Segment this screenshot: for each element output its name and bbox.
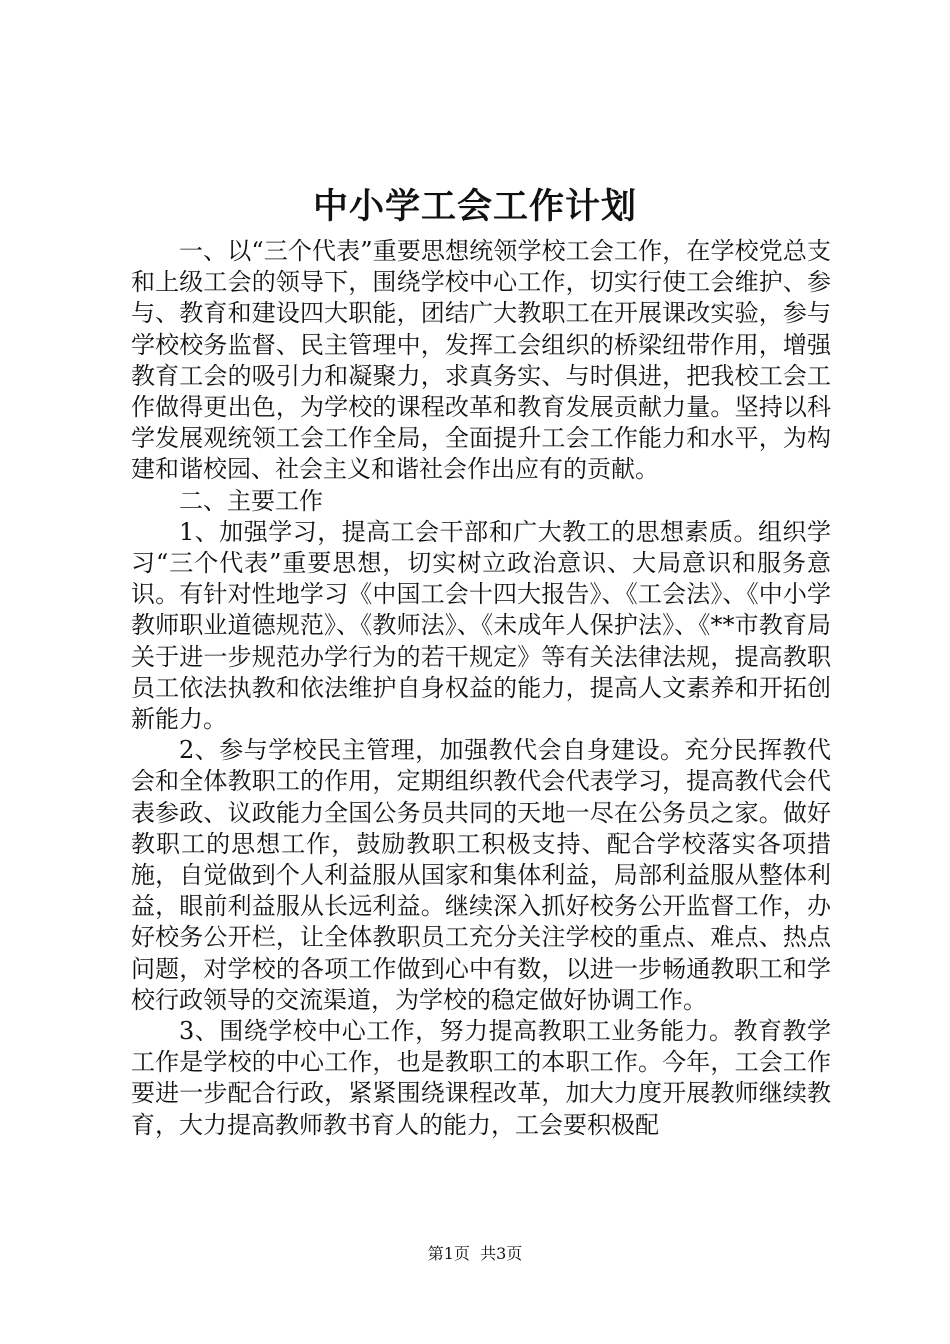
paragraph: 二、主要工作 (179, 486, 323, 515)
document-title: 中小学工会工作计划 (312, 186, 637, 227)
document-body (131, 236, 831, 1141)
paragraph: 1、加强学习，提高工会干部和广大教工的思想素质。组织学习“三个代表”重要思想，切实树立政治意识、大局意识和服务意识。有针对性地学习《中国工会十四大报告》、《工会法》、《中小学教师职业道德规范》、《教师法》、《未成年人保护法》、《**市教育局关于进一步规范办学行为的若干规定》等有关法律法规，提高教职员工依法执教和依法维护自身权益的能力，提高人文素养和开拓创新能力。 (131, 517, 831, 734)
page-number: 第1页 共3页 (427, 1244, 523, 1263)
paragraph: 一、以“三个代表”重要思想统领学校工会工作，在学校党总支和上级工会的领导下，围绕学校中心工作，切实行使工会维护、参与、教育和建设四大职能，团结广大教职工在开展课改实验，参与学校校务监督、民主管理中，发挥工会组织的桥梁纽带作用，增强教育工会的吸引力和凝聚力，求真务实、与时俱进，把我校工会工作做得更出色，为学校的课程改革和教育发展贡献力量。坚持以科学发展观统领工会工作全局，全面提升工会工作能力和水平，为构建和谐校园、社会主义和谐社会作出应有的贡献。 (131, 237, 831, 484)
paragraph: 3、围绕学校中心工作，努力提高教职工业务能力。教育教学工作是学校的中心工作，也是教职工的本职工作。今年，工会工作要进一步配合行政，紧紧围绕课程改革，加大力度开展教师继续教育，大力提高教师教书育人的能力，工会要积极配 (131, 1017, 831, 1139)
paragraph: 2、参与学校民主管理，加强教代会自身建设。充分民挥教代会和全体教职工的作用，定期组织教代会代表学习，提高教代会代表参政、议政能力全国公务员共同的天地一尽在公务员之家。做好教职工的思想工作，鼓励教职工积极支持、配合学校落实各项措施，自觉做到个人利益服从国家和集体利益，局部利益服从整体利益，眼前利益服从长远利益。继续深入抓好校务公开监督工作，办好校务公开栏，让全体教职员工充分关注学校的重点、难点、热点问题，对学校的各项工作做到心中有数，以进一步畅通教职工和学校行政领导的交流渠道，为学校的稳定做好协调工作。 (131, 736, 831, 1014)
page-footer (0, 1244, 950, 1264)
